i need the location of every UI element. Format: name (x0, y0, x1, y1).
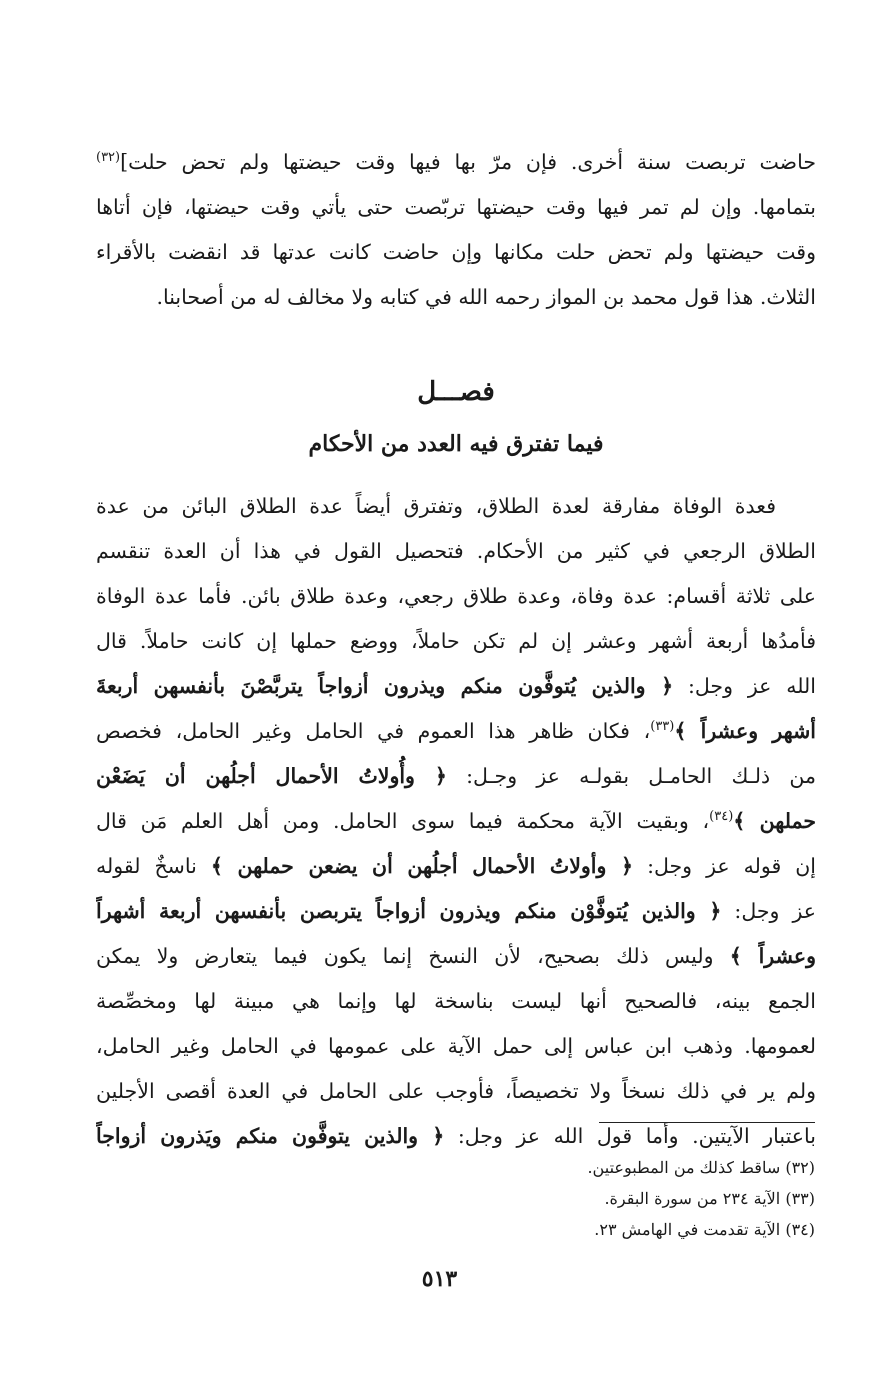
section-heading (96, 372, 816, 464)
section-subtitle: فيما تفترق فيه العدد من الأحكام (308, 431, 604, 457)
footnote-divider (599, 1122, 815, 1123)
footnote-34: (٣٤) الآية تقدمت في الهامش ٢٣. (594, 1220, 815, 1239)
text-line: ولم ير في ذلك نسخاً ولا تخصيصاً، فأوجب على الحامل في العدة أقصى الأجلين (96, 1079, 816, 1103)
text-line: فأمدُها أربعة أشهر وعشر إن لم تكن حاملاً، ووضع حملها إن كانت حاملاً. قال (96, 629, 816, 653)
section-title-fasl: فصـــل (417, 377, 495, 407)
text-line: حملهن ﴾$^{(٣٤)}$، وبقيت الآية محكمة فيما سوى الحامل. ومن أهل العلم مَن قال (96, 809, 816, 833)
text-line: وقت حيضتها ولم تحض حلت مكانها وإن حاضت كانت عدتها قد انقضت بالأقراء (96, 240, 816, 264)
text-line: الله عز وجل: ﴿ والذين يُتوفَّون منكم ويذرون أزواجاً يتربَّصْنَ بأنفسهن أربعةَ (96, 674, 816, 698)
text-line: من ذلـك الحامـل بقولـه عز وجـل: ﴿ وأُولاتُ الأحمال أجلُهن أن يَضَعْن (96, 764, 816, 788)
footnote-ref-34: (٣٤) (709, 809, 734, 825)
quran-verse: ﴿ والذين يُتوفَّون منكم ويذرون أزواجاً يتربَّصْنَ بأنفسهن أربعةَ (96, 674, 674, 698)
footnote-33: (٣٣) الآية ٢٣٤ من سورة البقرة. (604, 1189, 815, 1208)
quran-verse: حملهن ﴾ (733, 809, 816, 833)
text-line: عز وجل: ﴿ والذين يُتوفَّوْن منكم ويذرون أزواجاً يتربصن بأنفسهن أربعة أشهراً (96, 899, 816, 923)
quran-verse: ﴿ والذين يُتوفَّوْن منكم ويذرون أزواجاً يتربصن بأنفسهن أربعة أشهراً (96, 899, 722, 923)
paragraph-1 (96, 140, 816, 320)
quran-verse: وعشراً ﴾ (729, 944, 816, 968)
footnote-32: (٣٢) ساقط كذلك من المطبوعتين. (587, 1158, 815, 1177)
page-body (96, 140, 816, 1159)
text-line: فعدة الوفاة مفارقة لعدة الطلاق، وتفترق أيضاً عدة الطلاق البائن من عدة (96, 494, 776, 518)
quran-verse: ﴿ وأولاتُ الأحمال أجلُهن أن يضعن حملهن ﴾ (210, 854, 634, 878)
text-line: على ثلاثة أقسام: عدة وفاة، وعدة طلاق رجعي، وعدة طلاق بائن. فأما عدة الوفاة (96, 584, 816, 608)
quran-verse: ﴿ وأُولاتُ الأحمال أجلُهن أن يَضَعْن (96, 764, 447, 788)
text-line: وعشراً ﴾ وليس ذلك بصحيح، لأن النسخ إنما يكون فيما يتعارض ولا يمكن (96, 944, 816, 968)
text-line: بتمامها. وإن لم تمر فيها وقت حيضتها تربّصت حتى يأتي وقت حيضتها، فإن أتاها (96, 195, 816, 219)
text-line: حاضت تربصت سنة أخرى. فإن مرّ بها فيها وقت حيضتها ولم تحض حلت]$^{(٣٢)}$ (96, 150, 816, 174)
page-number: ٥١٣ (421, 1266, 458, 1292)
text-line: الطلاق الرجعي في كثير من الأحكام. فتحصيل القول في هذا أن العدة تنقسم (96, 539, 816, 563)
text-line: إن قوله عز وجل: ﴿ وأولاتُ الأحمال أجلُهن أن يضعن حملهن ﴾ ناسخٌ لقوله (96, 854, 816, 878)
text-line: الجمع بينه، فالصحيح أنها ليست بناسخة لها وإنما هي مبينة لها ومخصِّصة (96, 989, 816, 1013)
footnote-ref-33: (٣٣) (650, 719, 675, 735)
footnote-ref-32: (٣٢) (96, 150, 121, 166)
paragraph-2 (96, 484, 816, 1159)
text-line: الثلاث. هذا قول محمد بن المواز رحمه الله في كتابه ولا مخالف له من أصحابنا. (156, 285, 816, 309)
quran-verse: أشهر وعشراً ﴾ (674, 719, 816, 743)
text-line: أشهر وعشراً ﴾$^{(٣٣)}$، فكان ظاهر هذا العموم في الحامل وغير الحامل، فخصص (96, 719, 816, 743)
text-line: لعمومها. وذهب ابن عباس إلى حمل الآية على عمومها في الحامل وغير الحامل، (96, 1034, 816, 1058)
quran-verse: ﴿ والذين يتوفَّون منكم ويَذرون أزواجاً (96, 1124, 445, 1148)
text-line: باعتبار الآيتين. وأما قول الله عز وجل: ﴿ والذين يتوفَّون منكم ويَذرون أزواجاً (96, 1124, 816, 1148)
footnotes (215, 1152, 815, 1245)
